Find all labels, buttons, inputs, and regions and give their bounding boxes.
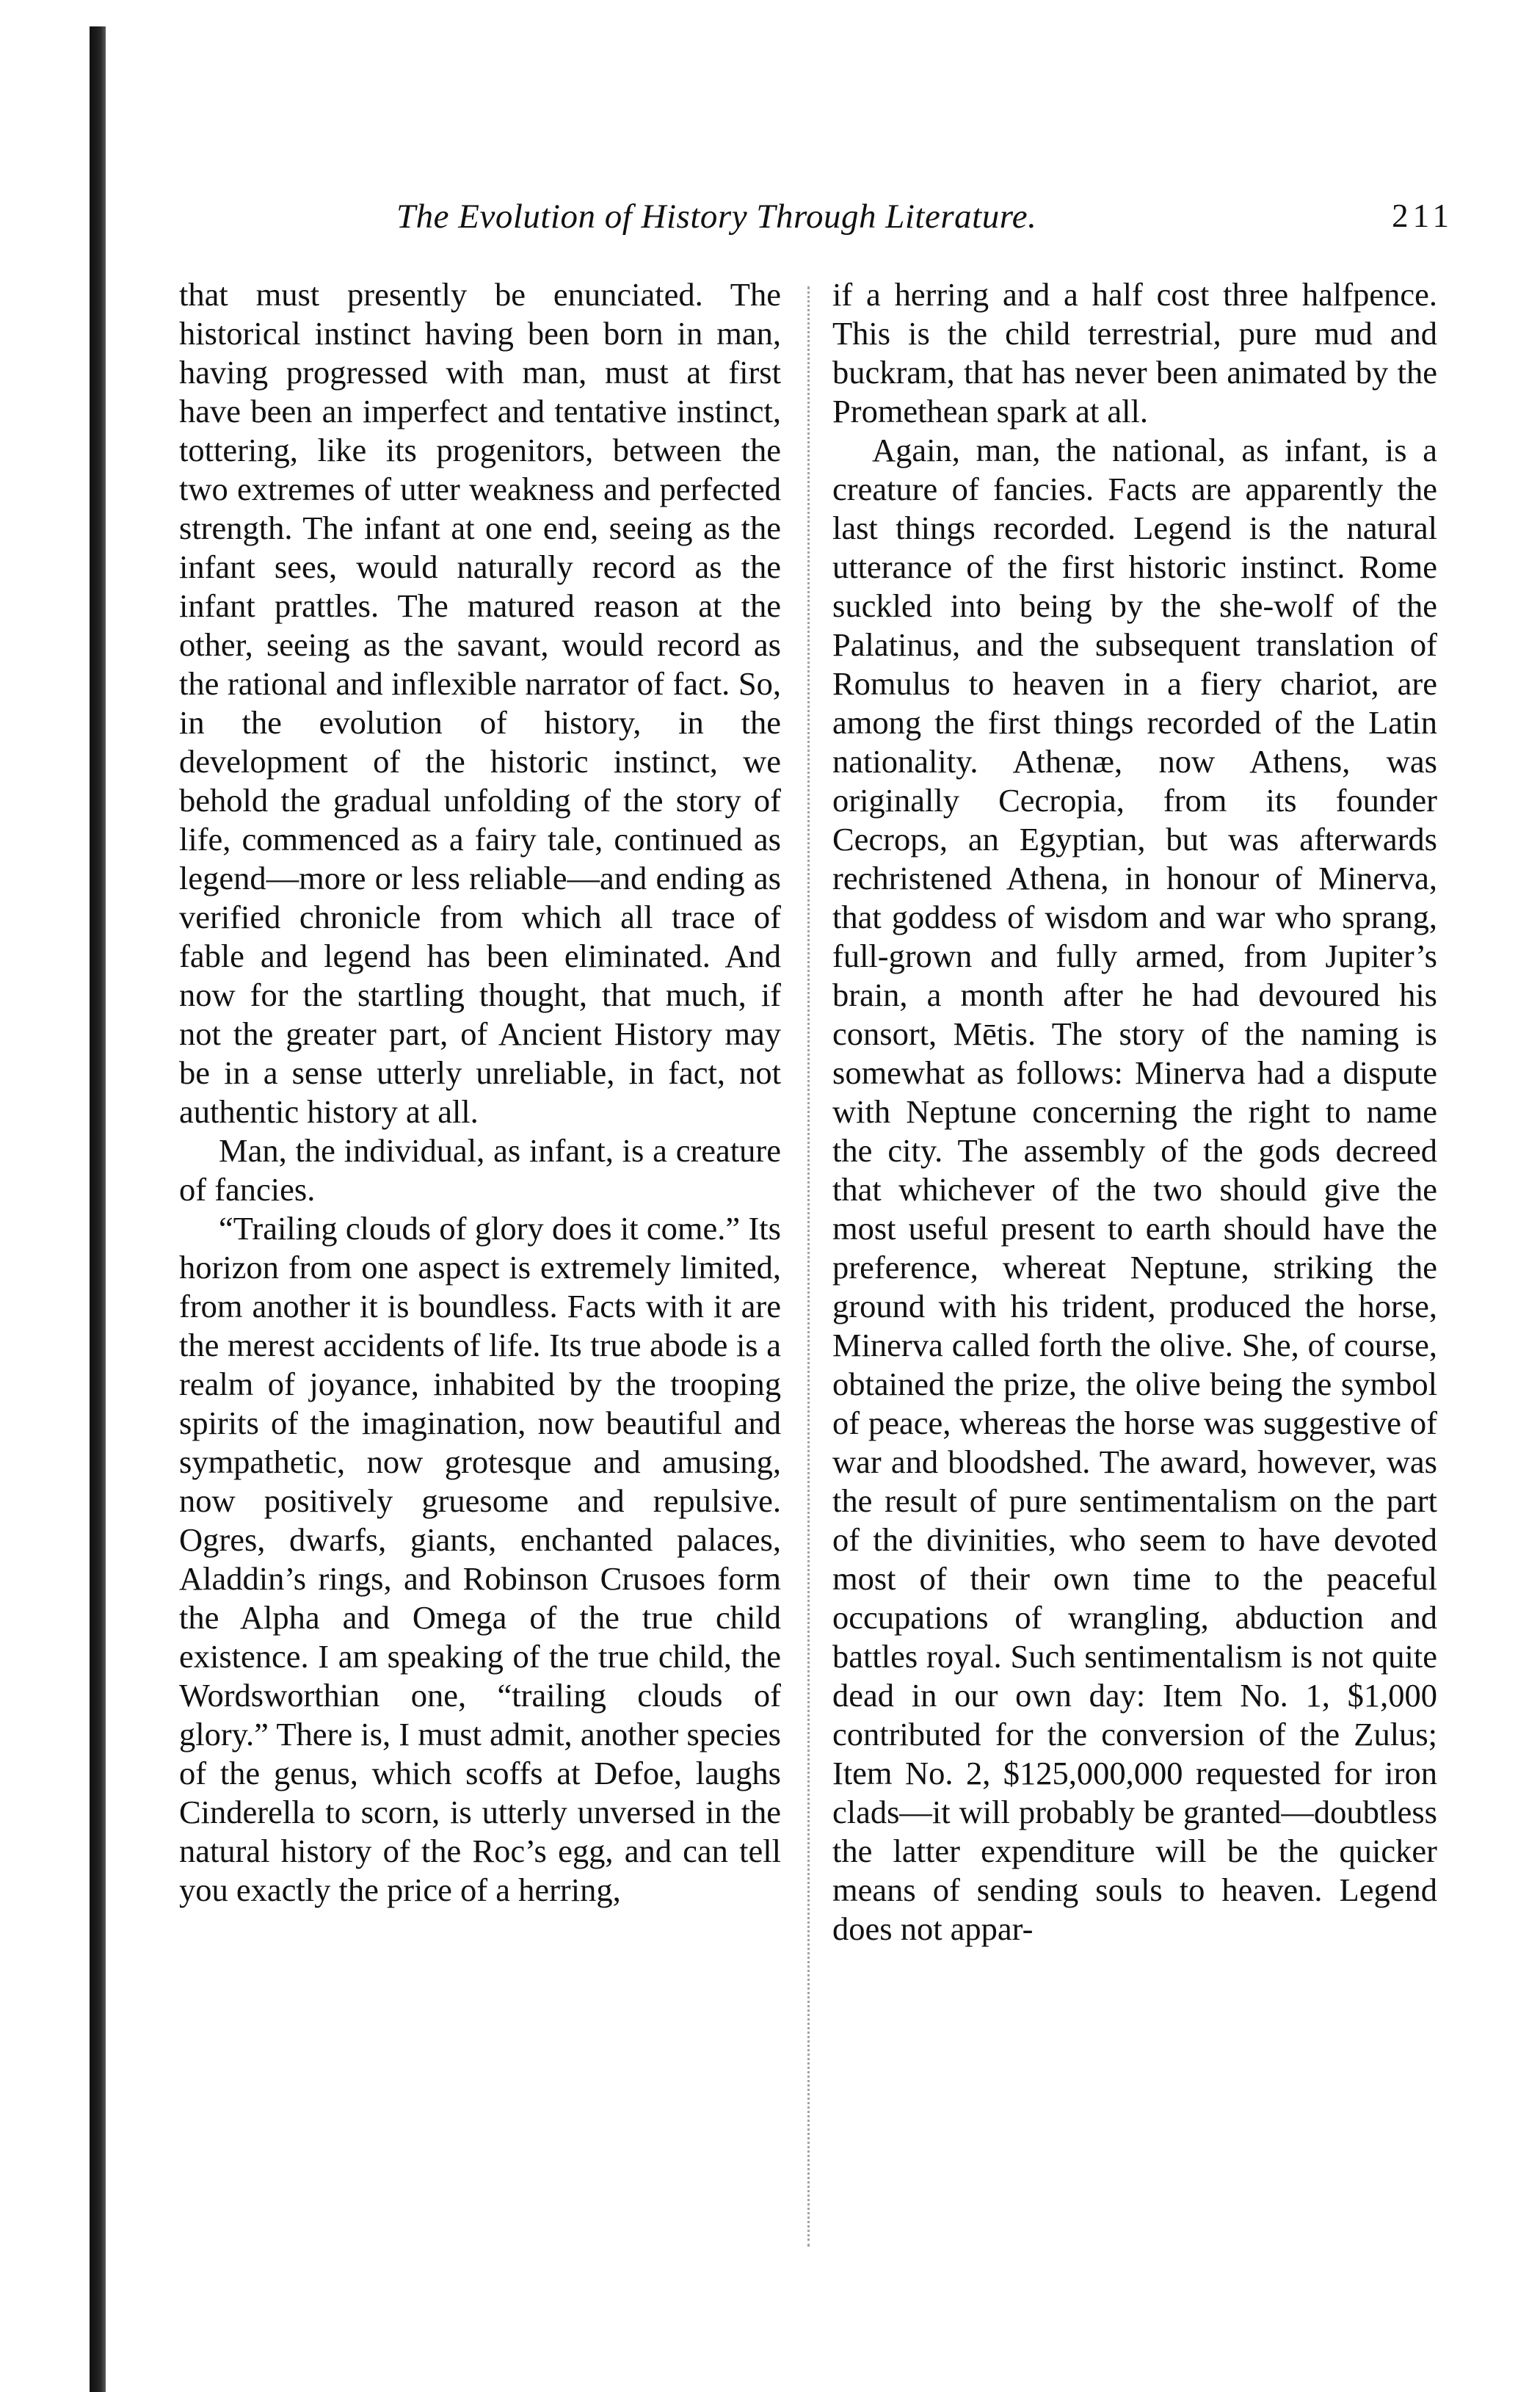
- page-number: 211: [1392, 197, 1453, 234]
- left-column: [179, 275, 781, 1910]
- column-divider: [807, 286, 812, 2247]
- running-header: [396, 197, 1453, 241]
- paragraph: “Trailing clouds of glory does it come.” Its horizon from one aspect is extremely limited, from another it is boundless. Facts with it are the merest accidents of life. Its true abode is a realm of joyance, inhabited by the trooping spirits of the imagination, now beautiful and sympathetic, now grotesque and amusing, now positively gruesome and repulsive. Ogres, dwarfs, giants, enchanted palaces, Aladdin’s rings, and Robinson Crusoes form the Alpha and Omega of the true child existence. I am speaking of the true child, the Wordsworthian one, “trailing clouds of glory.” There is, I must admit, another species of the genus, which scoffs at Defoe, laughs Cinderella to scorn, is utterly unversed in the natural history of the Roc’s egg, and can tell you exactly the price of a herring,: [179, 1210, 781, 1908]
- paragraph: Again, man, the national, as infant, is a creature of fancies. Facts are apparently the last things recorded. Legend is the natural utterance of the first historic instinct. Rome suckled into being by the she-wolf of the Palatinus, and the subsequent translation of Romulus to heaven in a fiery chariot, are among the first things recorded of the Latin nationality. Athenæ, now Athens, was originally Cecropia, from its founder Cecrops, an Egyptian, but was afterwards rechristened Athena, in honour of Minerva, that goddess of wisdom and war who sprang, full-grown and fully armed, from Jupiter’s brain, a month after he had devoured his consort, Mētis. The story of the naming is somewhat as follows: Minerva had a dispute with Neptune concerning the right to name the city. The assembly of the gods decreed that whichever of the two should give the most useful present to earth should have the preference, whereat Neptune, striking the ground with his trident, produced the horse, Minerva called forth the olive. She, of course, obtained the prize, the olive being the symbol of peace, whereas the horse was suggestive of war and bloodshed. The award, however, was the result of pure sentimentalism on the part of the divinities, who seem to have devoted most of their own time to the peaceful occupations of wrangling, abduction and battles royal. Such sentimentalism is not quite dead in our own day: Item No. 1, $1,000 contributed for the conversion of the Zulus; Item No. 2, $125,000,000 requested for iron clads—it will probably be granted—doubtless the latter expenditure will be the quicker means of sending souls to heaven. Legend does not appar-: [832, 432, 1437, 1947]
- right-column: [832, 275, 1437, 1949]
- paragraph: if a herring and a half cost three halfpence. This is the child terrestrial, pure mud and buckram, that has never been animated by the Promethean spark at all.: [832, 276, 1437, 430]
- running-head-title: The Evolution of History Through Literature.: [396, 197, 1037, 236]
- paragraph: Man, the individual, as infant, is a creature of fancies.: [179, 1132, 781, 1208]
- paragraph: that must presently be enunciated. The historical instinct having been born in man, having progressed with man, must at first have been an imperfect and tentative instinct, tottering, like its progenitors, between the two extremes of utter weakness and perfected strength. The infant at one end, seeing as the infant sees, would naturally record as the infant prattles. The matured reason at the other, seeing as the savant, would record as the rational and inflexible narrator of fact. So, in the evolution of history, in the development of the historic instinct, we behold the gradual unfolding of the story of life, commenced as a fairy tale, continued as legend—more or less reliable—and ending as verified chronicle from which all trace of fable and legend has been eliminated. And now for the startling thought, that much, if not the greater part, of Ancient History may be in a sense utterly unreliable, in fact, not authentic history at all.: [179, 276, 781, 1130]
- page-binding-edge: [90, 26, 106, 2392]
